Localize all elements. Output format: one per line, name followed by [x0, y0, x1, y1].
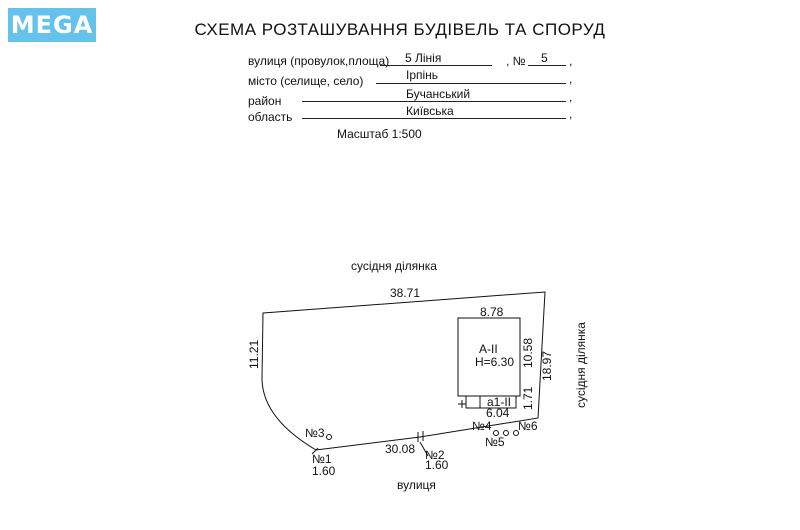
marker-n1-value: 1.60: [312, 464, 336, 478]
annex-label: а1-ІІ: [487, 395, 512, 409]
marker-point: [327, 435, 332, 440]
region-value: Київська: [406, 104, 454, 118]
dim-right: 18.97: [540, 350, 554, 381]
city-label: місто (селище, село): [248, 74, 364, 88]
building-height-dim: 10.58: [521, 337, 535, 368]
comma: ,: [569, 90, 573, 104]
number-label: , №: [506, 54, 526, 68]
comma: ,: [569, 72, 573, 86]
building-label: А-ІІ: [479, 342, 498, 356]
dim-left: 11.21: [247, 339, 261, 369]
mega-logo: MEGA: [8, 8, 96, 42]
marker-n2-value: 1.60: [425, 458, 449, 472]
marker-n4-label: №4: [472, 419, 492, 433]
marker-n6-label: №6: [518, 419, 538, 433]
marker-n2-label: №2: [425, 448, 445, 462]
street-label: вулиця (провулок,площа): [248, 54, 390, 68]
comma: ,: [569, 54, 573, 68]
street-bottom-label: вулиця: [397, 478, 436, 492]
street-value: 5 Лінія: [405, 51, 442, 65]
marker-n1-label: №1: [312, 452, 332, 466]
scale-label: Масштаб 1:500: [337, 127, 422, 141]
marker-n3-label: №3: [305, 426, 325, 440]
neighbor-top-label: сусідня ділянка: [351, 259, 437, 273]
annex-depth: 1.71: [521, 386, 535, 410]
dim-bottom: 30.08: [385, 442, 416, 456]
region-label: область: [248, 110, 293, 124]
dim-top: 38.71: [390, 286, 421, 300]
district-label: район: [248, 94, 282, 108]
comma: ,: [569, 107, 573, 121]
marker-n5-label: №5: [485, 435, 505, 449]
building-height-label: Н=6.30: [475, 355, 515, 369]
neighbor-right-label: сусідня ділянка: [574, 322, 588, 408]
district-value: Бучанський: [406, 87, 471, 101]
building-width: 8.78: [480, 305, 504, 319]
annex-width: 6.04: [486, 406, 510, 420]
page-title: СХЕМА РОЗТАШУВАННЯ БУДІВЕЛЬ ТА СПОРУД: [194, 20, 606, 39]
number-value: 5: [541, 51, 548, 65]
city-value: Ірпінь: [406, 68, 439, 82]
